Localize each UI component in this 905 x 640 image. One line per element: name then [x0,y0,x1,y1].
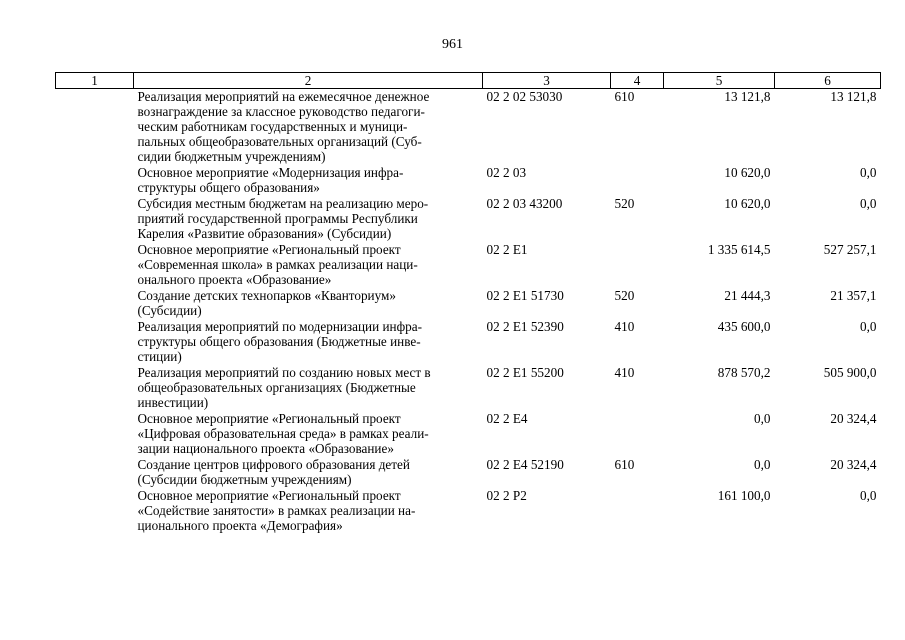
row-value-5-cell: 10 620,0 [724,165,771,180]
table-row [56,288,881,319]
row-value-6-cell: 0,0 [860,165,877,180]
row-number-cell [56,488,134,534]
row-value-5-cell: 0,0 [754,457,771,472]
row-value-5-cell: 1 335 614,5 [707,242,771,257]
row-number-cell [56,196,134,242]
budget-table [55,72,881,534]
row-code-cell: 02 2 02 53030 [486,89,563,104]
row-name-cell: Реализация мероприятий по созданию новых мест в общеобразовательных организациях (Бюджетные инвестиции) [137,365,431,410]
table-body [56,89,881,535]
table-row [56,165,881,196]
table-row [56,457,881,488]
row-name-cell: Реализация мероприятий на ежемесячное денежное вознаграждение за классное руководство педагоги- ческим работникам государственных и муници- пальных общеобразовательных организаций (Суб- сидии бюджетным учреждениям) [137,89,430,164]
row-value-5-cell: 21 444,3 [724,288,771,303]
header-col-6: 6 [775,73,881,89]
table-header [56,73,881,89]
row-number-cell [56,288,134,319]
row-code-cell: 02 2 03 43200 [486,196,563,211]
row-number-cell [56,165,134,196]
row-type-cell [611,411,664,457]
row-value-5-cell: 161 100,0 [717,488,771,503]
row-code-cell: 02 2 E1 52390 [486,319,564,334]
row-code-cell: 02 2 E1 55200 [486,365,564,380]
row-number-cell [56,457,134,488]
table-row [56,365,881,411]
header-col-3: 3 [483,73,611,89]
row-type-cell: 520 [614,196,635,211]
row-name-cell: Основное мероприятие «Региональный проект «Современная школа» в рамках реализации наци- онального проекта «Образование» [137,242,418,287]
row-value-6-cell: 0,0 [860,319,877,334]
row-number-cell [56,365,134,411]
row-type-cell [611,488,664,534]
table-row [56,488,881,534]
row-number-cell [56,242,134,288]
table-row [56,411,881,457]
row-value-6-cell: 527 257,1 [823,242,877,257]
row-value-5-cell: 435 600,0 [717,319,771,334]
row-value-6-cell: 20 324,4 [830,457,877,472]
row-type-cell: 410 [614,365,635,380]
header-col-2: 2 [134,73,483,89]
row-code-cell: 02 2 E4 52190 [486,457,564,472]
row-type-cell [611,165,664,196]
row-number-cell [56,411,134,457]
row-name-cell: Создание детских технопарков «Кванториум» (Субсидии) [137,288,396,318]
table-row [56,242,881,288]
row-type-cell: 410 [614,319,635,334]
row-name-cell: Реализация мероприятий по модернизации инфра- структуры общего образования (Бюджетные инве- стиции) [137,319,422,364]
row-name-cell: Основное мероприятие «Региональный проект «Цифровая образовательная среда» в рамках реали- зации национального проекта «Образование» [137,411,429,456]
row-name-cell: Субсидия местным бюджетам на реализацию меро- приятий государственной программы Республики Карелия «Развитие образования» (Субсидии) [137,196,429,241]
row-code-cell: 02 2 E1 51730 [486,288,564,303]
row-value-6-cell: 505 900,0 [823,365,877,380]
header-row [56,73,881,89]
row-number-cell [56,89,134,166]
row-value-6-cell: 13 121,8 [830,89,877,104]
header-col-5: 5 [664,73,775,89]
row-code-cell: 02 2 E1 [486,242,528,257]
table-row [56,319,881,365]
row-type-cell: 610 [614,89,635,104]
row-code-cell: 02 2 E4 [486,411,528,426]
row-type-cell: 520 [614,288,635,303]
row-code-cell: 02 2 03 [486,165,527,180]
row-name-cell: Создание центров цифрового образования детей (Субсидии бюджетным учреждениям) [137,457,410,487]
row-value-5-cell: 13 121,8 [724,89,771,104]
row-value-5-cell: 0,0 [754,411,771,426]
row-name-cell: Основное мероприятие «Региональный проект «Содействие занятости» в рамках реализации на- ционального проекта «Демография» [137,488,416,533]
row-number-cell [56,319,134,365]
table-row [56,89,881,166]
row-type-cell: 610 [614,457,635,472]
header-col-1: 1 [56,73,134,89]
row-value-6-cell: 0,0 [860,196,877,211]
row-value-5-cell: 10 620,0 [724,196,771,211]
table-row [56,196,881,242]
row-code-cell: 02 2 P2 [486,488,527,503]
page-number: 961 [442,37,463,52]
row-name-cell: Основное мероприятие «Модернизация инфра- структуры общего образования» [137,165,404,195]
row-value-5-cell: 878 570,2 [717,365,771,380]
row-value-6-cell: 0,0 [860,488,877,503]
row-value-6-cell: 21 357,1 [830,288,877,303]
header-col-4: 4 [611,73,664,89]
row-type-cell [611,242,664,288]
row-value-6-cell: 20 324,4 [830,411,877,426]
